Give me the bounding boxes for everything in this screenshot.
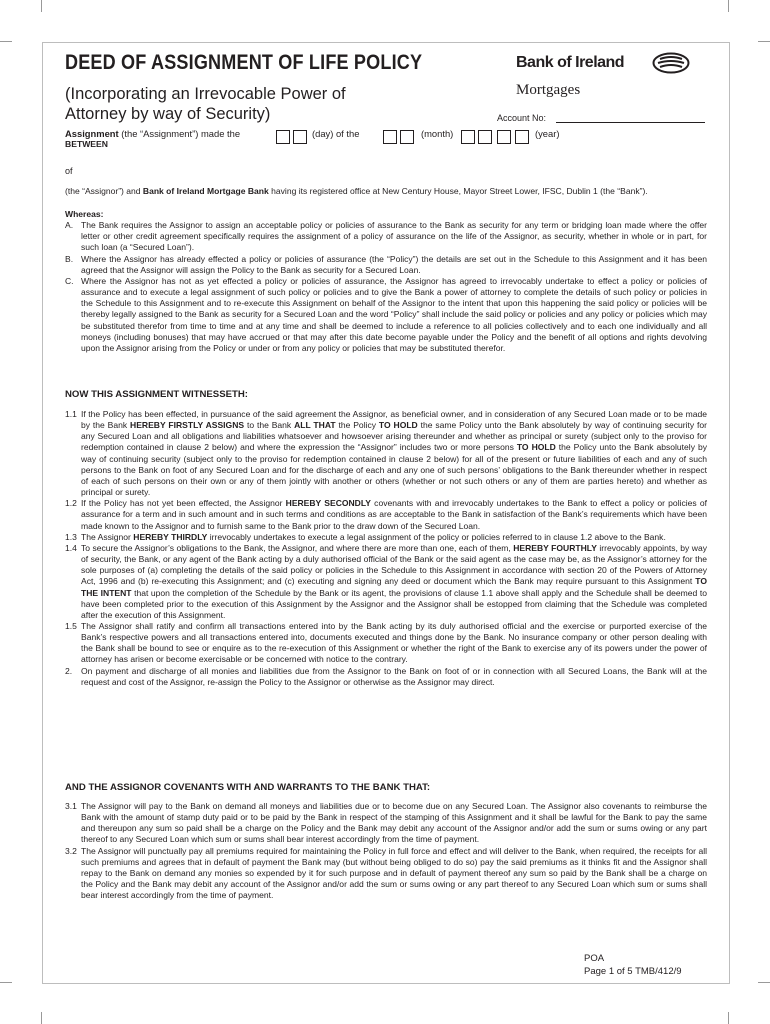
assignment-lead-text: (the “Assignment”) made the	[121, 128, 241, 139]
crop-mark	[0, 982, 12, 983]
bank-logo-icon	[652, 52, 690, 74]
page-number: Page 1 of 5 TMB/412/9	[584, 966, 682, 977]
account-number-field[interactable]	[556, 122, 705, 123]
recital-item: B. Where the Assignor has already effected a policy or policies of assurance (the “Policy”) the details are set out in the Schedule to this Assignment and it has been agreed that the Assignor will assign the Policy to the Bank as security for a Secured Loan.	[65, 253, 707, 275]
assignment-lead-bold: Assignment	[65, 128, 119, 139]
intro-paragraph	[65, 186, 707, 197]
assignment-lead	[65, 128, 240, 139]
year-digit-box[interactable]	[497, 130, 511, 144]
month-digit-box[interactable]	[400, 130, 414, 144]
crop-mark	[0, 41, 12, 42]
clause-item: 1.5 The Assignor shall ratify and confirm all transactions entered into by the Bank acting by its duly authorised official and the exercise or purported exercise of the Bank’s respective powers and all transactions entered into, documents executed and things done by the Bank. No insurance company or other person dealing with the Bank shall be bound to see or enquire as to the re-execution of this Assignment or whether the right of the Bank to exercise any of its powers under the power of attorney has arisen or become exercisable or be concerned with notice to the contrary.	[65, 620, 707, 665]
crop-mark	[758, 41, 770, 42]
clause-item: 1.4 To secure the Assignor’s obligations to the Bank, the Assignor, and where there are more than one, each of them, HEREBY FOURTHLY irrevocably appoints, by way of security, the Bank, or any agent of the Bank acting by a duly authorised official of the Bank or the said agent as the case may be, as the Assignor’s attorney for the sole purposes of (a) completing the details of the said policy or policies in the Schedule to this Assignment in accordance with section 20 of the Powers of Attorney Act, 1996 and (b) re-executing this Assignment; and (c) executing and signing any deed or document which the Bank may require pursuant to this Assignment TO THE INTENT that upon the completion of the Schedule by the Bank or its agent, the provisions of clause 1.1 above shall apply and the Schedule shall be deemed to have been completed prior to the execution of this Assignment by the Assignor and the Assignor shall be estopped from claiming that the Schedule was completed after the execution of this Assignment.	[65, 542, 707, 620]
clause-item: 1.2 If the Policy has not yet been effected, the Assignor HEREBY SECONDLY covenants with and irrevocably undertakes to the Bank to effect a policy or policies of assurance for a term and in such amount and in such terms and conditions as are acceptable to the Bank in satisfaction of the Bank’s requirements which have been made known to the Assignor and to furnish same to the Bank prior to the draw down of the Secured Loan.	[65, 498, 707, 531]
recital-item: A. The Bank requires the Assignor to assign an acceptable policy or policies of assurance to the Bank as security for any term or bridging loan made where the offer letter or other credit agreement specifically requires the assignment of a policy of assurance on the life of the Assignor, as security, whether in whole or in part, for such loan (a “Secured Loan”).	[65, 220, 707, 253]
year-label: (year)	[535, 128, 560, 139]
month-digit-box[interactable]	[383, 130, 397, 144]
recitals-heading: Whereas:	[65, 209, 104, 219]
account-number-label: Account No:	[497, 113, 547, 123]
covenants-section	[65, 801, 707, 901]
recitals-section	[65, 209, 707, 354]
subtitle-line: Attorney by way of Security)	[65, 105, 271, 123]
year-digit-box[interactable]	[478, 130, 492, 144]
clause-item: 1.1 If the Policy has been effected, in pursuance of the said agreement the Assignor, as beneficial owner, and in consideration of any Secured Loan made or to be made by the Bank HEREBY FIRSTLY ASSIGNS to the Bank ALL THAT the Policy TO HOLD the same Policy unto the Bank absolutely by way of continuing security for any Secured Loan and all obligations and liabilities whatsoever and howsoever arising thereunder and whether as principal or surety (subject only to the proviso for redemption contained in clause 2 below) and where the expression the “Assignor” includes two or more persons TO HOLD the Policy unto the Bank absolutely by way of continuing security (subject only to the proviso for redemption contained in clause 2 below) for all of the present or future liabilities of each and any of such persons to the Bank on foot of any Secured Loan and for the discharge of each and any one of such persons’ obligations to the Bank thereunder whether in respect of each of such persons on their own or any of them jointly with another or others (whether or not such others or any of them are parties hereto) and whether as principal or surety.	[65, 409, 707, 498]
subtitle-line: (Incorporating an Irrevocable Power of	[65, 85, 346, 103]
day-digit-box[interactable]	[276, 130, 290, 144]
month-label: (month)	[421, 128, 454, 139]
page-footer	[584, 952, 682, 978]
brand-subtitle: Mortgages	[516, 82, 581, 98]
intro-text: having its registered office at New Century House, Mayor Street Lower, IFSC, Dublin 1 (the “Bank”).	[268, 186, 648, 196]
crop-mark	[728, 1012, 729, 1024]
clause-item: 2. On payment and discharge of all monies and liabilities due from the Assignor to the Bank on foot of or in connection with all Secured Loans, the Bank will at the request and cost of the Assignor, re-assign the Policy to the Assignor or otherwise as the Assignor may direct.	[65, 665, 707, 687]
of-label: of	[65, 166, 73, 176]
recital-item: C. Where the Assignor has not as yet effected a policy or policies of assurance, the Assignor has agreed to irrevocably undertake to effect a policy or policies of assurance and to execute a legal assignment of such policy or policies and to give the Bank a power of attorney to complete the details of such policy or policies in the Schedule to this Assignment and to re-execute this Assignment on behalf of the Assignor to the intent that upon this happening the said policy or policies will be thereby legally assigned to the Bank as security for a Secured Loan and the word “Policy” shall include the said policy or policies and any policy or policies which may be substituted therefor from time to time and at any time and shall be deemed to include a reference to all policies collectively and to each one individually and all moneys (including bonuses) that may have accrued or that may after this date become payable under the Policy and the benefit of all options and rights devolving upon the Assignor arising from the Policy or under or from any policy or policies that may be substituted therefor.	[65, 275, 707, 353]
clause-item: 1.3 The Assignor HEREBY THIRDLY irrevocably undertakes to execute a legal assignment of the policy or policies referred to in clause 1.2 above to the Bank.	[65, 531, 666, 542]
clause-item: 3.2 The Assignor will punctually pay all premiums required for maintaining the Policy in full force and effect and will deliver to the Bank, when required, the receipts for all such premiums and agrees that in default of payment the Bank may (but without being obliged to do so) pay the said premiums as it thinks fit and the Assignor shall repay to the Bank on demand any monies so expended by it for such purpose and in default of payment thereof any sum so paid by the Bank shall be a charge on the Policy and the Bank may debit any account of the Assignor and/or add the sum or sums owing or any part thereof to any Secured Loan which sum or sums shall bear interest accordingly from the time of payment.	[65, 845, 707, 901]
crop-mark	[758, 982, 770, 983]
witnesseth-section	[65, 409, 707, 688]
bank-name: Bank of Ireland Mortgage Bank	[142, 186, 269, 196]
document-subtitle	[65, 84, 346, 124]
crop-mark	[728, 0, 729, 12]
year-digit-box[interactable]	[515, 130, 529, 144]
crop-mark	[41, 0, 42, 12]
clause-item: 3.1 The Assignor will pay to the Bank on demand all moneys and liabilities due or to become due on any Secured Loan. The Assignor also covenants to reimburse the Bank with the amount of stamp duty paid or to be paid by the Bank in respect of the stamping of this Assignment and it shall be lawful for the Bank to pay the same and thereupon any sum so paid shall be a charge on the Policy and the Bank may debit any account of the Assignor and/or add the sum or sums owing or any part thereof to any Secured Loan which sum or sums shall bear interest accordingly from the time of payment.	[65, 801, 707, 845]
brand-name: Bank of Ireland	[516, 54, 625, 71]
day-digit-box[interactable]	[293, 130, 307, 144]
intro-text: (the “Assignor”) and	[65, 186, 143, 196]
section-heading-covenants: AND THE ASSIGNOR COVENANTS WITH AND WARRANTS TO THE BANK THAT:	[65, 782, 431, 793]
day-label: (day) of the	[312, 128, 360, 139]
year-digit-box[interactable]	[461, 130, 475, 144]
document-title: DEED OF ASSIGNMENT OF LIFE POLICY	[65, 51, 423, 74]
section-heading-witnesseth: NOW THIS ASSIGNMENT WITNESSETH:	[65, 389, 248, 400]
crop-mark	[41, 1012, 42, 1024]
between-label: BETWEEN	[65, 139, 108, 149]
form-code: POA	[584, 953, 605, 964]
